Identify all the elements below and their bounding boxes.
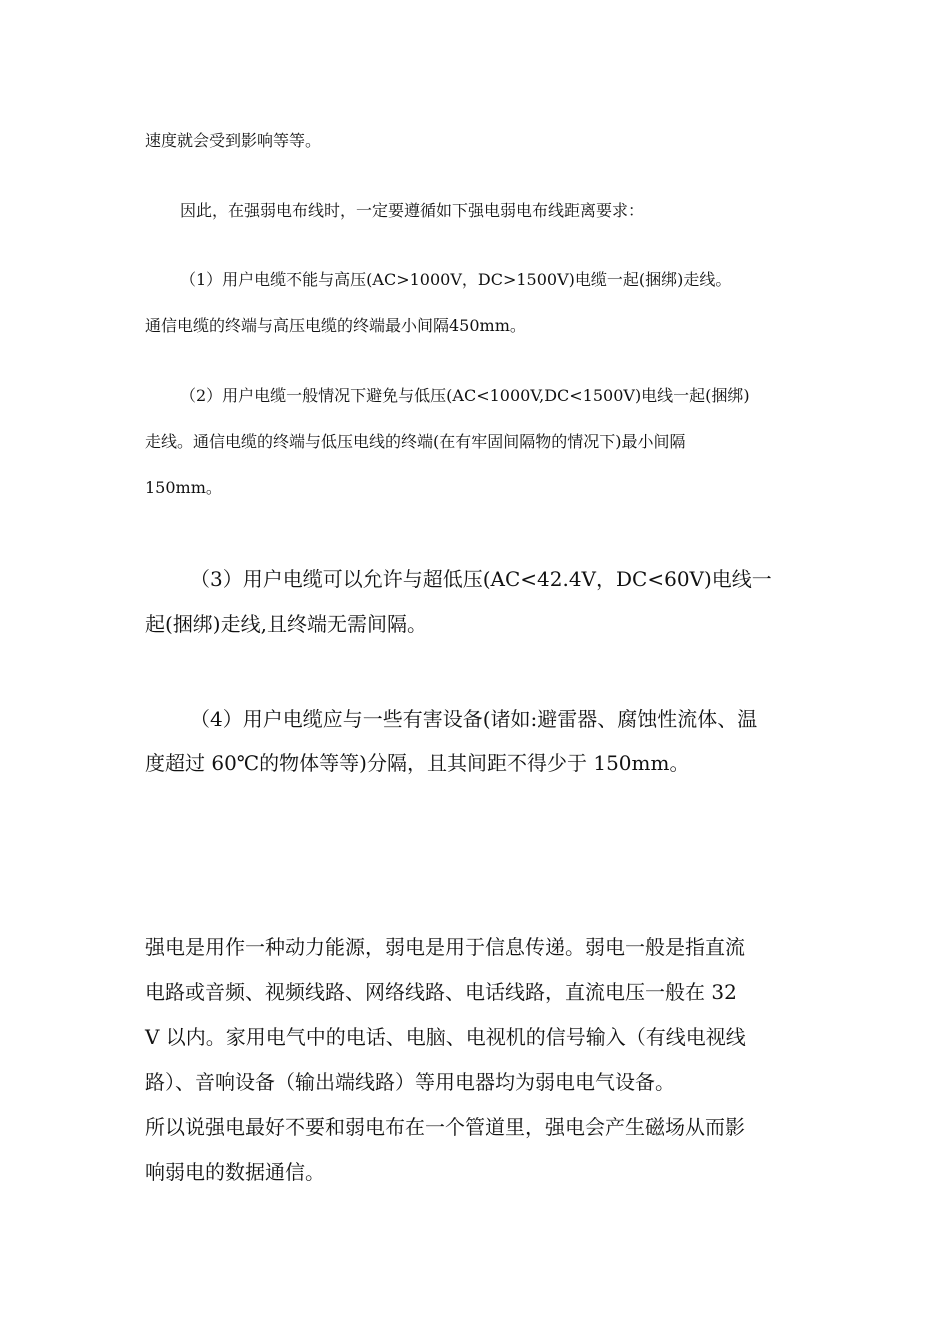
intro-tail-text: 速度就会受到影响等等。 xyxy=(145,131,322,150)
requirement-lead-text: 因此，在强弱电布线时，一定要遵循如下强电弱电布线距离要求： xyxy=(180,201,645,220)
rule-3-line-2: 起(捆绑)走线,且终端无需间隔。 xyxy=(145,612,427,636)
summary-line-3: V 以内。家用电气中的电话、电脑、电视机的信号输入（有线电视线 xyxy=(145,1025,746,1049)
rule-4-line-1: （4）用户电缆应与一些有害设备(诸如:避雷器、腐蚀性流体、温 xyxy=(190,707,758,731)
summary-line-4: 路）、音响设备（输出端线路）等用电器均为弱电电气设备。 xyxy=(145,1070,675,1094)
summary-line-2: 电路或音频、视频线路、网络线路、电话线路，直流电压一般在 32 xyxy=(145,980,737,1004)
summary-line-1: 强电是用作一种动力能源，弱电是用于信息传递。弱电一般是指直流 xyxy=(145,935,745,959)
summary-line-6: 响弱电的数据通信。 xyxy=(145,1160,325,1184)
summary-line-5: 所以说强电最好不要和弱电布在一个管道里，强电会产生磁场从而影 xyxy=(145,1115,745,1139)
rule-3-line-1: （3）用户电缆可以允许与超低压(AC<42.4V，DC<60V)电线一 xyxy=(190,567,772,591)
rule-2-line-3: 150mm。 xyxy=(145,478,222,497)
rule-2-line-2: 走线。通信电缆的终端与低压电线的终端(在有牢固间隔物的情况下)最小间隔 xyxy=(145,432,686,451)
rule-2-line-1: （2）用户电缆一般情况下避免与低压(AC<1000V,DC<1500V)电线一起(捆绑) xyxy=(180,386,750,405)
rule-4-line-2: 度超过 60℃的物体等等)分隔，且其间距不得少于 150mm。 xyxy=(145,751,690,775)
rule-1-line-1: （1）用户电缆不能与高压(AC>1000V，DC>1500V)电缆一起(捆绑)走线。 xyxy=(180,270,732,289)
rule-1-line-2: 通信电缆的终端与高压电缆的终端最小间隔450mm。 xyxy=(145,316,526,335)
